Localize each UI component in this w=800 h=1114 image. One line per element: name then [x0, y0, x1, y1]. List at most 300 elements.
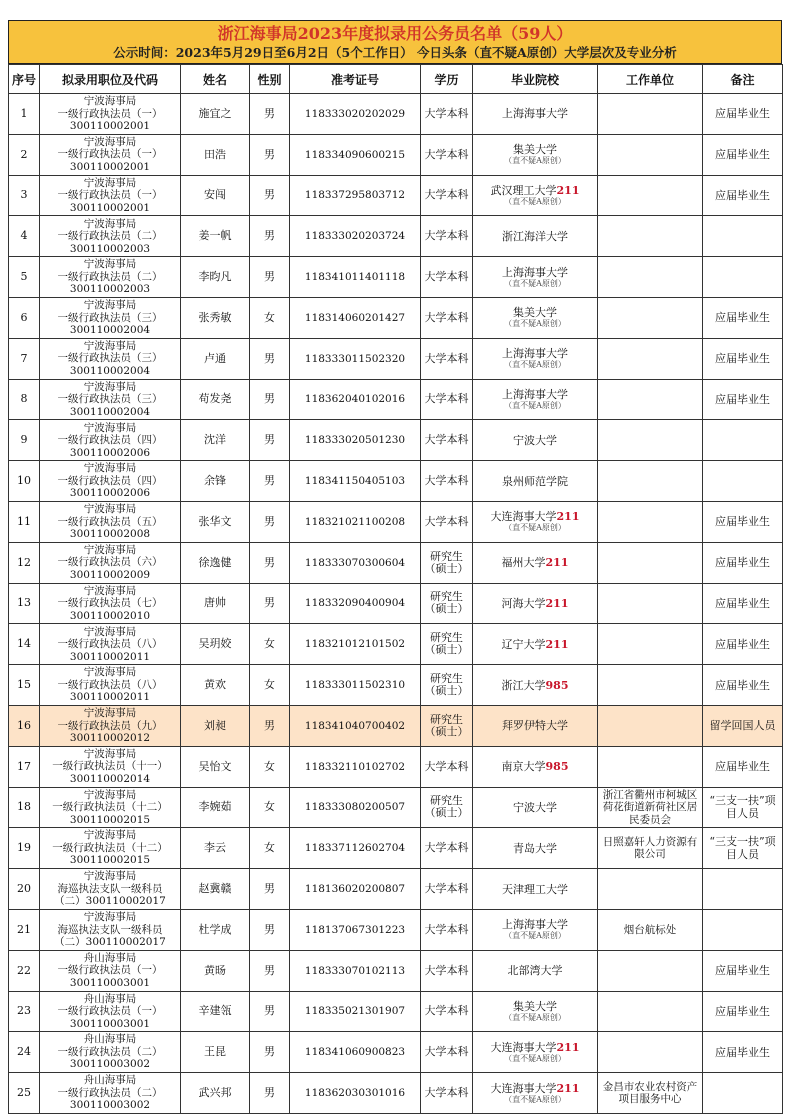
school-watermark-note: （直不疑A原创）: [504, 319, 566, 329]
education-cell: [421, 787, 473, 828]
education-cell: [421, 1073, 473, 1114]
work-unit: [598, 950, 703, 991]
position-line: 一级行政执法员（三）: [57, 393, 163, 406]
table-row: [9, 828, 783, 869]
position-line: 300110002011: [69, 650, 151, 663]
table-row: [9, 991, 783, 1032]
school-name-line: [473, 1082, 597, 1095]
table-row: [9, 583, 783, 624]
position-line: 一级行政执法员（二）: [57, 1045, 163, 1058]
row-number: 11: [9, 501, 40, 542]
remark: 应届毕业生: [703, 950, 783, 991]
school-name: 泉州师范学院: [502, 474, 568, 488]
school-tier-tag: 211: [556, 183, 580, 197]
position-line: 300110002001: [69, 160, 151, 173]
candidate-sex: 男: [250, 338, 290, 379]
education-cell: [421, 379, 473, 420]
candidate-sex: 女: [250, 828, 290, 869]
position-cell: [40, 705, 181, 746]
candidate-name: 安闯: [181, 175, 250, 216]
col-header-sex: 性别: [250, 65, 290, 94]
position-line: 一级行政执法员（一）: [57, 1005, 163, 1018]
school-name-line: [473, 842, 597, 855]
remark: 应届毕业生: [703, 175, 783, 216]
position-cell: [40, 542, 181, 583]
work-unit: [598, 175, 703, 216]
education-line: 大学本科: [424, 147, 469, 161]
row-number: 24: [9, 1032, 40, 1073]
table-row: [9, 746, 783, 787]
remark: “三支一扶”项目人员: [703, 787, 783, 828]
school-name: 大连海事大学: [490, 1081, 557, 1095]
education-line: （硕士）: [424, 724, 469, 738]
row-number: 8: [9, 379, 40, 420]
position-cell: [40, 624, 181, 665]
candidate-name: 刘昶: [181, 705, 250, 746]
work-unit: [598, 420, 703, 461]
school-name: 集美大学: [513, 999, 557, 1013]
education-line: 大学本科: [424, 392, 469, 406]
table-row: [9, 257, 783, 298]
position-line: 300110002004: [69, 364, 151, 377]
remark: 应届毕业生: [703, 1032, 783, 1073]
table-row: [9, 379, 783, 420]
education-line: 研究生: [430, 590, 463, 604]
position-line: 一级行政执法员（五）: [57, 515, 163, 528]
row-number: 1: [9, 94, 40, 135]
work-unit: [598, 461, 703, 502]
position-line: 一级行政执法员（九）: [57, 719, 163, 732]
position-cell: [40, 338, 181, 379]
position-line: 300110003002: [69, 1099, 151, 1112]
col-header-edu: 学历: [421, 65, 473, 94]
candidate-name: 王昆: [181, 1032, 250, 1073]
education-cell: [421, 746, 473, 787]
candidate-sex: 男: [250, 461, 290, 502]
remark: [703, 909, 783, 950]
position-line: 宁波海事局: [83, 421, 137, 434]
school-cell: [473, 338, 598, 379]
position-line: 宁波海事局: [83, 625, 137, 638]
school-name: 宁波大学: [513, 433, 557, 447]
school-cell: [473, 991, 598, 1032]
position-line: 宁波海事局: [83, 217, 137, 230]
position-line: 300110002001: [69, 201, 151, 214]
row-number: 12: [9, 542, 40, 583]
school-name-line: [473, 510, 597, 523]
table-row: [9, 542, 783, 583]
school-name-line: [473, 556, 597, 569]
position-line: 一级行政执法员（十二）: [52, 801, 168, 814]
school-name-line: [473, 679, 597, 692]
work-unit: 日照嘉轩人力资源有限公司: [598, 828, 703, 869]
education-line: 大学本科: [424, 882, 469, 896]
education-cell: [421, 828, 473, 869]
exam-number: 118333020203724: [290, 216, 421, 257]
candidate-name: 黄欢: [181, 665, 250, 706]
page-subtitle: 公示时间：2023年5月29日至6月2日（5个工作日） 今日头条（直不疑A原创）大学层次及专业分析: [113, 45, 677, 60]
remark: [703, 420, 783, 461]
col-header-remark: 备注: [703, 65, 783, 94]
row-number: 23: [9, 991, 40, 1032]
work-unit: 烟台航标处: [598, 909, 703, 950]
school-watermark-note: （直不疑A原创）: [504, 400, 566, 410]
position-line: 宁波海事局: [83, 462, 137, 475]
education-cell: [421, 216, 473, 257]
table-header-row: [9, 65, 783, 94]
row-number: 19: [9, 828, 40, 869]
position-line: 300110002006: [69, 446, 151, 459]
education-cell: [421, 94, 473, 135]
school-name-line: [473, 107, 597, 120]
education-cell: [421, 665, 473, 706]
candidate-sex: 男: [250, 501, 290, 542]
school-cell: [473, 257, 598, 298]
candidate-sex: 男: [250, 216, 290, 257]
education-line: 大学本科: [424, 106, 469, 120]
school-name-line: [473, 347, 597, 360]
row-number: 21: [9, 909, 40, 950]
education-cell: [421, 338, 473, 379]
candidate-sex: 男: [250, 869, 290, 910]
table-row: [9, 665, 783, 706]
education-line: 大学本科: [424, 759, 469, 773]
school-name-line: [473, 760, 597, 773]
school-watermark-note: （直不疑A原创）: [504, 1053, 566, 1063]
candidate-sex: 男: [250, 542, 290, 583]
exam-number: 118335021301907: [290, 991, 421, 1032]
exam-number: 118333011502320: [290, 338, 421, 379]
school-name: 浙江大学: [501, 678, 546, 692]
school-name-line: [473, 230, 597, 243]
row-number: 7: [9, 338, 40, 379]
school-name: 福州大学: [501, 556, 546, 570]
position-cell: [40, 94, 181, 135]
school-name: 集美大学: [513, 306, 557, 320]
position-line: 一级行政执法员（二）: [57, 230, 163, 243]
school-tier-tag: 211: [556, 1081, 580, 1095]
position-line: 宁波海事局: [83, 829, 137, 842]
position-line: 宁波海事局: [83, 788, 137, 801]
position-line: 300110003001: [69, 976, 151, 989]
school-cell: [473, 787, 598, 828]
school-cell: [473, 542, 598, 583]
school-name: 青岛大学: [513, 841, 557, 855]
candidate-sex: 男: [250, 950, 290, 991]
position-line: 宁波海事局: [83, 503, 137, 516]
position-line: 一级行政执法员（一）: [57, 964, 163, 977]
position-line: 宁波海事局: [83, 707, 137, 720]
position-line: 宁波海事局: [83, 258, 137, 271]
table-row: [9, 624, 783, 665]
candidate-name: 吴玥姣: [181, 624, 250, 665]
education-cell: [421, 297, 473, 338]
education-line: 研究生: [430, 549, 463, 563]
remark: 留学回国人员: [703, 705, 783, 746]
candidate-name: 李婉茹: [181, 787, 250, 828]
education-line: 大学本科: [424, 1004, 469, 1018]
candidate-name: 张秀敏: [181, 297, 250, 338]
work-unit: 金昌市农业农村资产项目服务中心: [598, 1073, 703, 1114]
education-cell: [421, 705, 473, 746]
work-unit: [598, 501, 703, 542]
work-unit: [598, 542, 703, 583]
exam-number: 118136020200807: [290, 869, 421, 910]
school-cell: [473, 134, 598, 175]
work-unit: [598, 338, 703, 379]
education-line: （硕士）: [424, 561, 469, 575]
position-line: 宁波海事局: [83, 666, 137, 679]
school-name: 北部湾大学: [507, 964, 563, 978]
education-cell: [421, 1032, 473, 1073]
work-unit: [598, 624, 703, 665]
candidate-sex: 女: [250, 297, 290, 338]
education-cell: [421, 624, 473, 665]
remark: 应届毕业生: [703, 297, 783, 338]
col-header-name: 姓名: [181, 65, 250, 94]
candidate-sex: 男: [250, 94, 290, 135]
col-header-position: 拟录用职位及代码: [40, 65, 181, 94]
remark: 应届毕业生: [703, 624, 783, 665]
school-name: 拜罗伊特大学: [502, 719, 568, 733]
position-line: 一级行政执法员（一）: [57, 189, 163, 202]
work-unit: [598, 216, 703, 257]
candidate-name: 黄旸: [181, 950, 250, 991]
exam-number: 118321021100208: [290, 501, 421, 542]
school-cell: [473, 746, 598, 787]
education-line: 大学本科: [424, 270, 469, 284]
candidate-name: 沈洋: [181, 420, 250, 461]
candidate-name: 余锋: [181, 461, 250, 502]
work-unit: [598, 991, 703, 1032]
school-name-line: [473, 964, 597, 977]
position-cell: [40, 950, 181, 991]
school-name: 大连海事大学: [490, 510, 557, 524]
remark: 应届毕业生: [703, 991, 783, 1032]
candidate-name: 杜学成: [181, 909, 250, 950]
remark: 应届毕业生: [703, 501, 783, 542]
candidate-sex: 男: [250, 257, 290, 298]
remark: 应届毕业生: [703, 583, 783, 624]
education-line: 大学本科: [424, 474, 469, 488]
candidate-sex: 男: [250, 909, 290, 950]
school-watermark-note: （直不疑A原创）: [504, 196, 566, 206]
education-line: 大学本科: [424, 963, 469, 977]
candidate-sex: 男: [250, 379, 290, 420]
exam-number: 118341011401118: [290, 257, 421, 298]
position-cell: [40, 257, 181, 298]
position-line: 300110002011: [69, 691, 151, 704]
education-cell: [421, 950, 473, 991]
exam-number: 118333020501230: [290, 420, 421, 461]
title-banner: [8, 20, 782, 64]
education-cell: [421, 909, 473, 950]
candidate-sex: 女: [250, 624, 290, 665]
education-cell: [421, 175, 473, 216]
work-unit: [598, 665, 703, 706]
position-line: 300110002014: [69, 772, 151, 785]
education-line: 大学本科: [424, 514, 469, 528]
row-number: 17: [9, 746, 40, 787]
school-cell: [473, 869, 598, 910]
row-number: 13: [9, 583, 40, 624]
row-number: 14: [9, 624, 40, 665]
candidate-name: 李昀凡: [181, 257, 250, 298]
candidate-name: 张华文: [181, 501, 250, 542]
school-cell: [473, 420, 598, 461]
school-cell: [473, 828, 598, 869]
row-number: 3: [9, 175, 40, 216]
school-cell: [473, 665, 598, 706]
education-cell: [421, 134, 473, 175]
remark: 应届毕业生: [703, 542, 783, 583]
school-name: 大连海事大学: [490, 1040, 557, 1054]
position-line: 宁波海事局: [83, 870, 137, 883]
candidate-sex: 男: [250, 583, 290, 624]
table-row: [9, 501, 783, 542]
exam-number: 118362040102016: [290, 379, 421, 420]
school-cell: [473, 216, 598, 257]
remark: [703, 257, 783, 298]
row-number: 2: [9, 134, 40, 175]
candidate-name: 卢通: [181, 338, 250, 379]
school-tier-tag: 211: [545, 556, 569, 570]
position-line: 300110003002: [69, 1058, 151, 1071]
position-line: 宁波海事局: [83, 380, 137, 393]
school-name-line: [473, 143, 597, 156]
position-line: 300110002012: [69, 732, 151, 745]
col-header-cert: 准考证号: [290, 65, 421, 94]
position-line: 300110002001: [69, 120, 151, 133]
position-line: 一级行政执法员（八）: [57, 678, 163, 691]
position-line: 海巡执法支队一级科员: [57, 923, 163, 936]
education-cell: [421, 583, 473, 624]
school-tier-tag: 211: [556, 510, 580, 524]
table-row: [9, 297, 783, 338]
education-line: 大学本科: [424, 841, 469, 855]
school-name-line: [473, 801, 597, 814]
school-name-line: [473, 883, 597, 896]
position-cell: [40, 909, 181, 950]
education-line: 大学本科: [424, 351, 469, 365]
position-line: 300110002010: [69, 609, 151, 622]
education-line: 研究生: [430, 712, 463, 726]
candidate-sex: 女: [250, 787, 290, 828]
remark: 应届毕业生: [703, 134, 783, 175]
row-number: 5: [9, 257, 40, 298]
position-line: （二）300110002017: [54, 895, 166, 908]
row-number: 9: [9, 420, 40, 461]
school-name: 河海大学: [501, 596, 546, 610]
position-line: 300110002015: [69, 813, 151, 826]
position-cell: [40, 991, 181, 1032]
position-line: 300110003001: [69, 1017, 151, 1030]
education-line: 大学本科: [424, 188, 469, 202]
remark: [703, 869, 783, 910]
exam-number: 118341150405103: [290, 461, 421, 502]
table-row: [9, 461, 783, 502]
school-cell: [473, 583, 598, 624]
education-line: 大学本科: [424, 922, 469, 936]
exam-number: 118332110102702: [290, 746, 421, 787]
school-name: 集美大学: [513, 143, 557, 157]
exam-number: 118337295803712: [290, 175, 421, 216]
position-line: 300110002004: [69, 405, 151, 418]
position-cell: [40, 869, 181, 910]
school-watermark-note: （直不疑A原创）: [504, 360, 566, 370]
position-line: 300110002009: [69, 568, 151, 581]
position-cell: [40, 461, 181, 502]
school-tier-tag: 985: [545, 678, 569, 692]
work-unit: [598, 705, 703, 746]
work-unit: [598, 134, 703, 175]
education-cell: [421, 461, 473, 502]
school-name-line: [473, 918, 597, 931]
school-name: 上海海事大学: [502, 347, 568, 361]
school-cell: [473, 909, 598, 950]
school-name: 上海海事大学: [502, 918, 568, 932]
position-line: 舟山海事局: [83, 992, 137, 1005]
candidate-name: 李云: [181, 828, 250, 869]
position-line: 宁波海事局: [83, 584, 137, 597]
school-name: 上海海事大学: [502, 107, 568, 121]
school-watermark-note: （直不疑A原创）: [504, 278, 566, 288]
school-name-line: [473, 597, 597, 610]
position-line: （二）300110002017: [54, 936, 166, 949]
position-line: 300110002015: [69, 854, 151, 867]
candidate-name: 武兴邦: [181, 1073, 250, 1114]
education-line: 研究生: [430, 794, 463, 808]
exam-number: 118321012101502: [290, 624, 421, 665]
school-name: 南京大学: [501, 760, 546, 774]
exam-number: 118341040700402: [290, 705, 421, 746]
school-cell: [473, 175, 598, 216]
school-name: 浙江海洋大学: [502, 229, 568, 243]
school-cell: [473, 94, 598, 135]
candidate-name: 赵冀赣: [181, 869, 250, 910]
school-tier-tag: 211: [556, 1040, 580, 1054]
school-name: 宁波大学: [513, 800, 557, 814]
education-line: （硕士）: [424, 602, 469, 616]
school-watermark-note: （直不疑A原创）: [504, 156, 566, 166]
exam-number: 118362030301016: [290, 1073, 421, 1114]
position-line: 舟山海事局: [83, 951, 137, 964]
candidate-name: 吴怡文: [181, 746, 250, 787]
candidate-sex: 女: [250, 746, 290, 787]
school-watermark-note: （直不疑A原创）: [504, 523, 566, 533]
work-unit: [598, 297, 703, 338]
candidate-name: 苟发尧: [181, 379, 250, 420]
education-cell: [421, 257, 473, 298]
position-cell: [40, 787, 181, 828]
row-number: 10: [9, 461, 40, 502]
school-cell: [473, 297, 598, 338]
position-cell: [40, 175, 181, 216]
table-row: [9, 909, 783, 950]
candidate-sex: 男: [250, 991, 290, 1032]
education-line: 研究生: [430, 631, 463, 645]
row-number: 18: [9, 787, 40, 828]
exam-number: 118333070300604: [290, 542, 421, 583]
school-watermark-note: （直不疑A原创）: [504, 1094, 566, 1104]
position-line: 海巡执法支队一级科员: [57, 882, 163, 895]
position-cell: [40, 1032, 181, 1073]
education-line: （硕士）: [424, 806, 469, 820]
school-name: 上海海事大学: [502, 265, 568, 279]
position-cell: [40, 420, 181, 461]
page-title: 浙江海事局2023年度拟录用公务员名单（59人）: [217, 24, 573, 43]
table-row: [9, 787, 783, 828]
